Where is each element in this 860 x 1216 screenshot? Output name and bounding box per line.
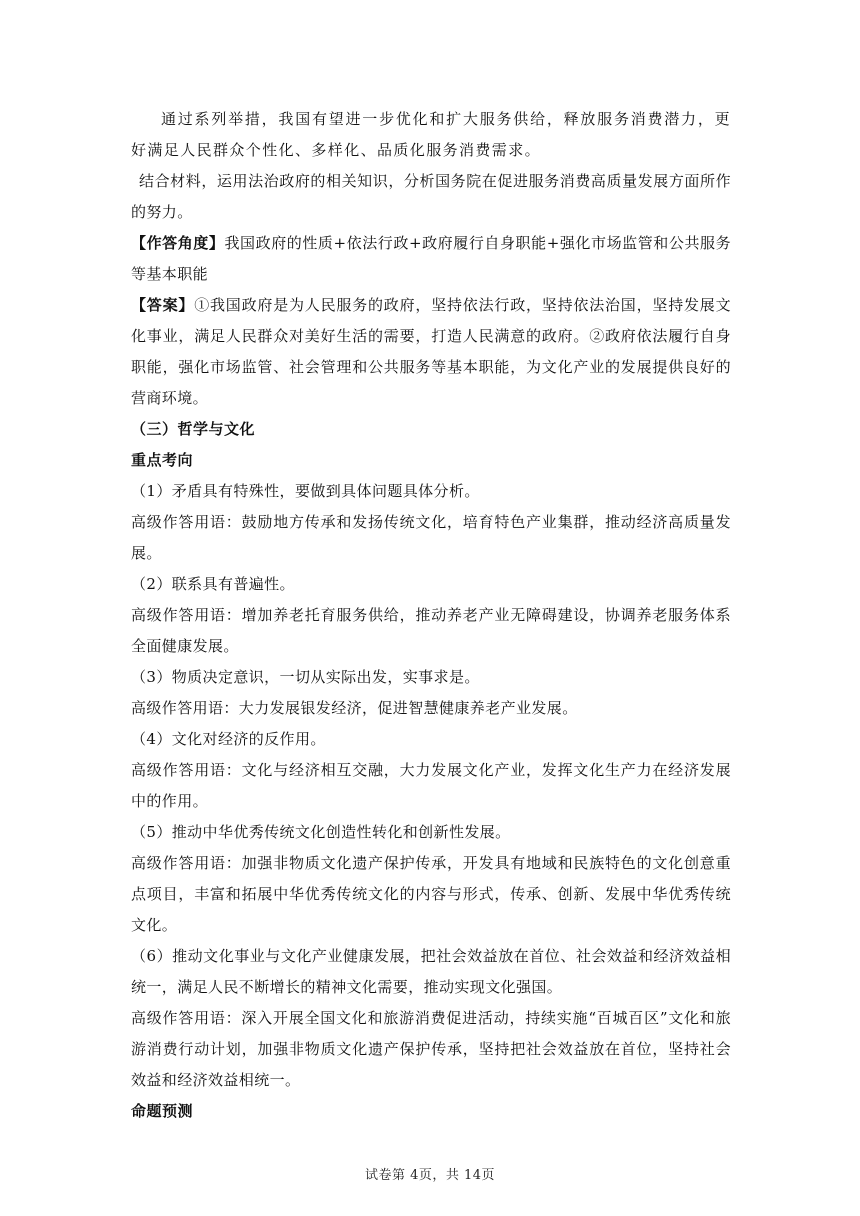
material-text: 通过系列举措，我国有望进一步优化和扩大服务供给，释放服务消费潜力，更好满足人民群众个性化、多样化、品质化服务消费需求。 (131, 110, 731, 159)
prediction-title: 命题预测 (131, 1102, 194, 1120)
answer-angle-label: 【作答角度】 (131, 234, 225, 252)
answer-label: 【答案】 (131, 296, 195, 314)
key-points-title: 重点考向 (131, 451, 194, 469)
answer-angle (131, 228, 731, 290)
question-text: 结合材料，运用法治政府的相关知识，分析国务院在促进服务消费高质量发展方面所作的努力。 (131, 172, 731, 221)
answer-angle-text: 我国政府的性质+依法行政+政府履行自身职能+强化市场监管和公共服务等基本职能 (131, 234, 731, 283)
answer (131, 290, 731, 414)
point-4: （4）文化对经济的反作用。 (131, 730, 326, 748)
section-title: （三）哲学与文化 (131, 420, 256, 438)
usage-1: 高级作答用语：鼓励地方传承和发扬传统文化，培育特色产业集群，推动经济高质量发展。 (131, 513, 731, 562)
answer-text: ①我国政府是为人民服务的政府，坚持依法行政，坚持依法治国，坚持发展文化事业，满足人民群众对美好生活的需要，打造人民满意的政府。②政府依法履行自身职能，强化市场监管、社会管理和公共服务等基本职能，为文化产业的发展提供良好的营商环境。 (131, 296, 731, 407)
point-5: （5）推动中华优秀传统文化创造性转化和创新性发展。 (131, 823, 511, 841)
page-footer: 试卷第 4页，共 14页 (364, 1168, 496, 1183)
point-6: （6）推动文化事业与文化产业健康发展，把社会效益放在首位、社会效益和经济效益相统一，满足人民不断增长的精神文化需要，推动实现文化强国。 (131, 947, 731, 996)
point-1: （1）矛盾具有特殊性，要做到具体问题具体分析。 (131, 482, 480, 500)
point-2: （2）联系具有普遍性。 (131, 575, 295, 593)
point-3: （3）物质决定意识，一切从实际出发，实事求是。 (131, 668, 480, 686)
usage-6: 高级作答用语：深入开展全国文化和旅游消费促进活动，持续实施“百城百区”文化和旅游消费行动计划，加强非物质文化遗产保护传承，坚持把社会效益放在首位，坚持社会效益和经济效益相统一。 (131, 1009, 731, 1089)
usage-2: 高级作答用语：增加养老托育服务供给，推动养老产业无障碍建设，协调养老服务体系全面健康发展。 (131, 606, 731, 655)
usage-4: 高级作答用语：文化与经济相互交融，大力发展文化产业，发挥文化生产力在经济发展中的作用。 (131, 761, 731, 810)
usage-3: 高级作答用语：大力发展银发经济，促进智慧健康养老产业发展。 (131, 699, 578, 717)
usage-5: 高级作答用语：加强非物质文化遗产保护传承，开发具有地域和民族特色的文化创意重点项目，丰富和拓展中华优秀传统文化的内容与形式，传承、创新、发展中华优秀传统文化。 (131, 854, 731, 934)
page-content (131, 104, 731, 1127)
